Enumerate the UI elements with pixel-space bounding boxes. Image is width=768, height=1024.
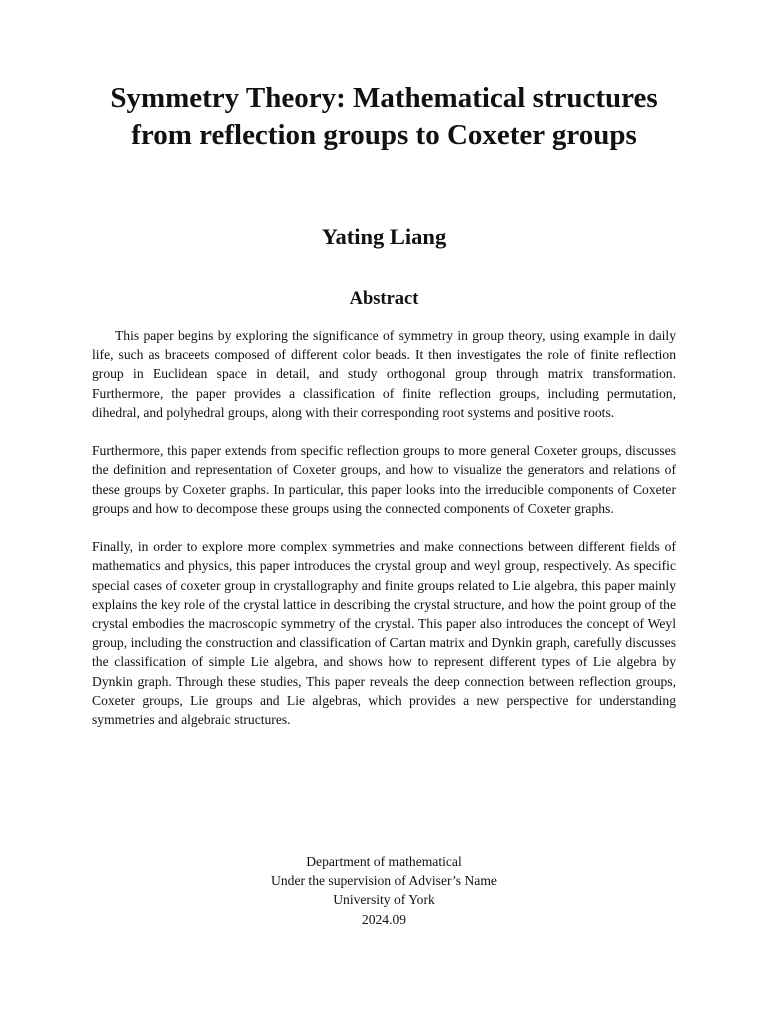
author-name: Yating Liang <box>321 224 447 249</box>
date-line: 2024.09 <box>361 911 407 927</box>
paper-title: Symmetry Theory: Mathematical structures from reflection groups to Coxeter groups <box>110 82 658 151</box>
abstract-heading: Abstract <box>349 289 419 309</box>
supervision-line: Under the supervision of Adviser’s Name <box>271 873 497 889</box>
abstract-paragraph-1: This paper begins by exploring the significance of symmetry in group theory, using example in daily life, such as braceets composed of different color beads. It then investigates the role of finite reflection group in Euclidean space in detail, and study orthogonal group through matrix transformation. Furthermore, the paper provides a classification of finite reflection groups, including permutation, dihedral, and polyhedral groups, along with their corresponding root systems and positive roots. <box>92 328 676 420</box>
university-line: University of York <box>333 892 435 908</box>
abstract-body <box>92 326 676 729</box>
abstract-paragraph-2: Furthermore, this paper extends from specific reflection groups to more general Coxeter groups, discusses the definition and representation of Coxeter groups, and how to visualize the generators and relations of these groups by Coxeter graphs. In particular, this paper looks into the irreducible components of Coxeter groups and how to decompose these groups using the connected components of Coxeter graphs. <box>92 443 676 516</box>
abstract-paragraph-3: Finally, in order to explore more complex symmetries and make connections between different fields of mathematics and physics, this paper introduces the crystal group and weyl group, respectively. As specific special cases of coxeter group in crystallography and finite groups related to Lie algebra, this paper mainly explains the key role of the crystal lattice in describing the crystal structure, and how the point group of the crystal embodies the macroscopic symmetry of the crystal. This paper also introduces the concept of Weyl group, including the construction and classification of Cartan matrix and Dynkin graph, carefully discusses the classification of simple Lie algebra, and shows how to represent different types of Lie algebra by Dynkin graph. Through these studies, This paper reveals the deep connection between reflection groups, Coxeter groups, Lie groups and Lie algebras, which provides a new perspective for understanding symmetries and algebraic structures. <box>92 539 676 728</box>
department-line: Department of mathematical <box>306 854 462 869</box>
affiliation-block <box>92 852 676 929</box>
